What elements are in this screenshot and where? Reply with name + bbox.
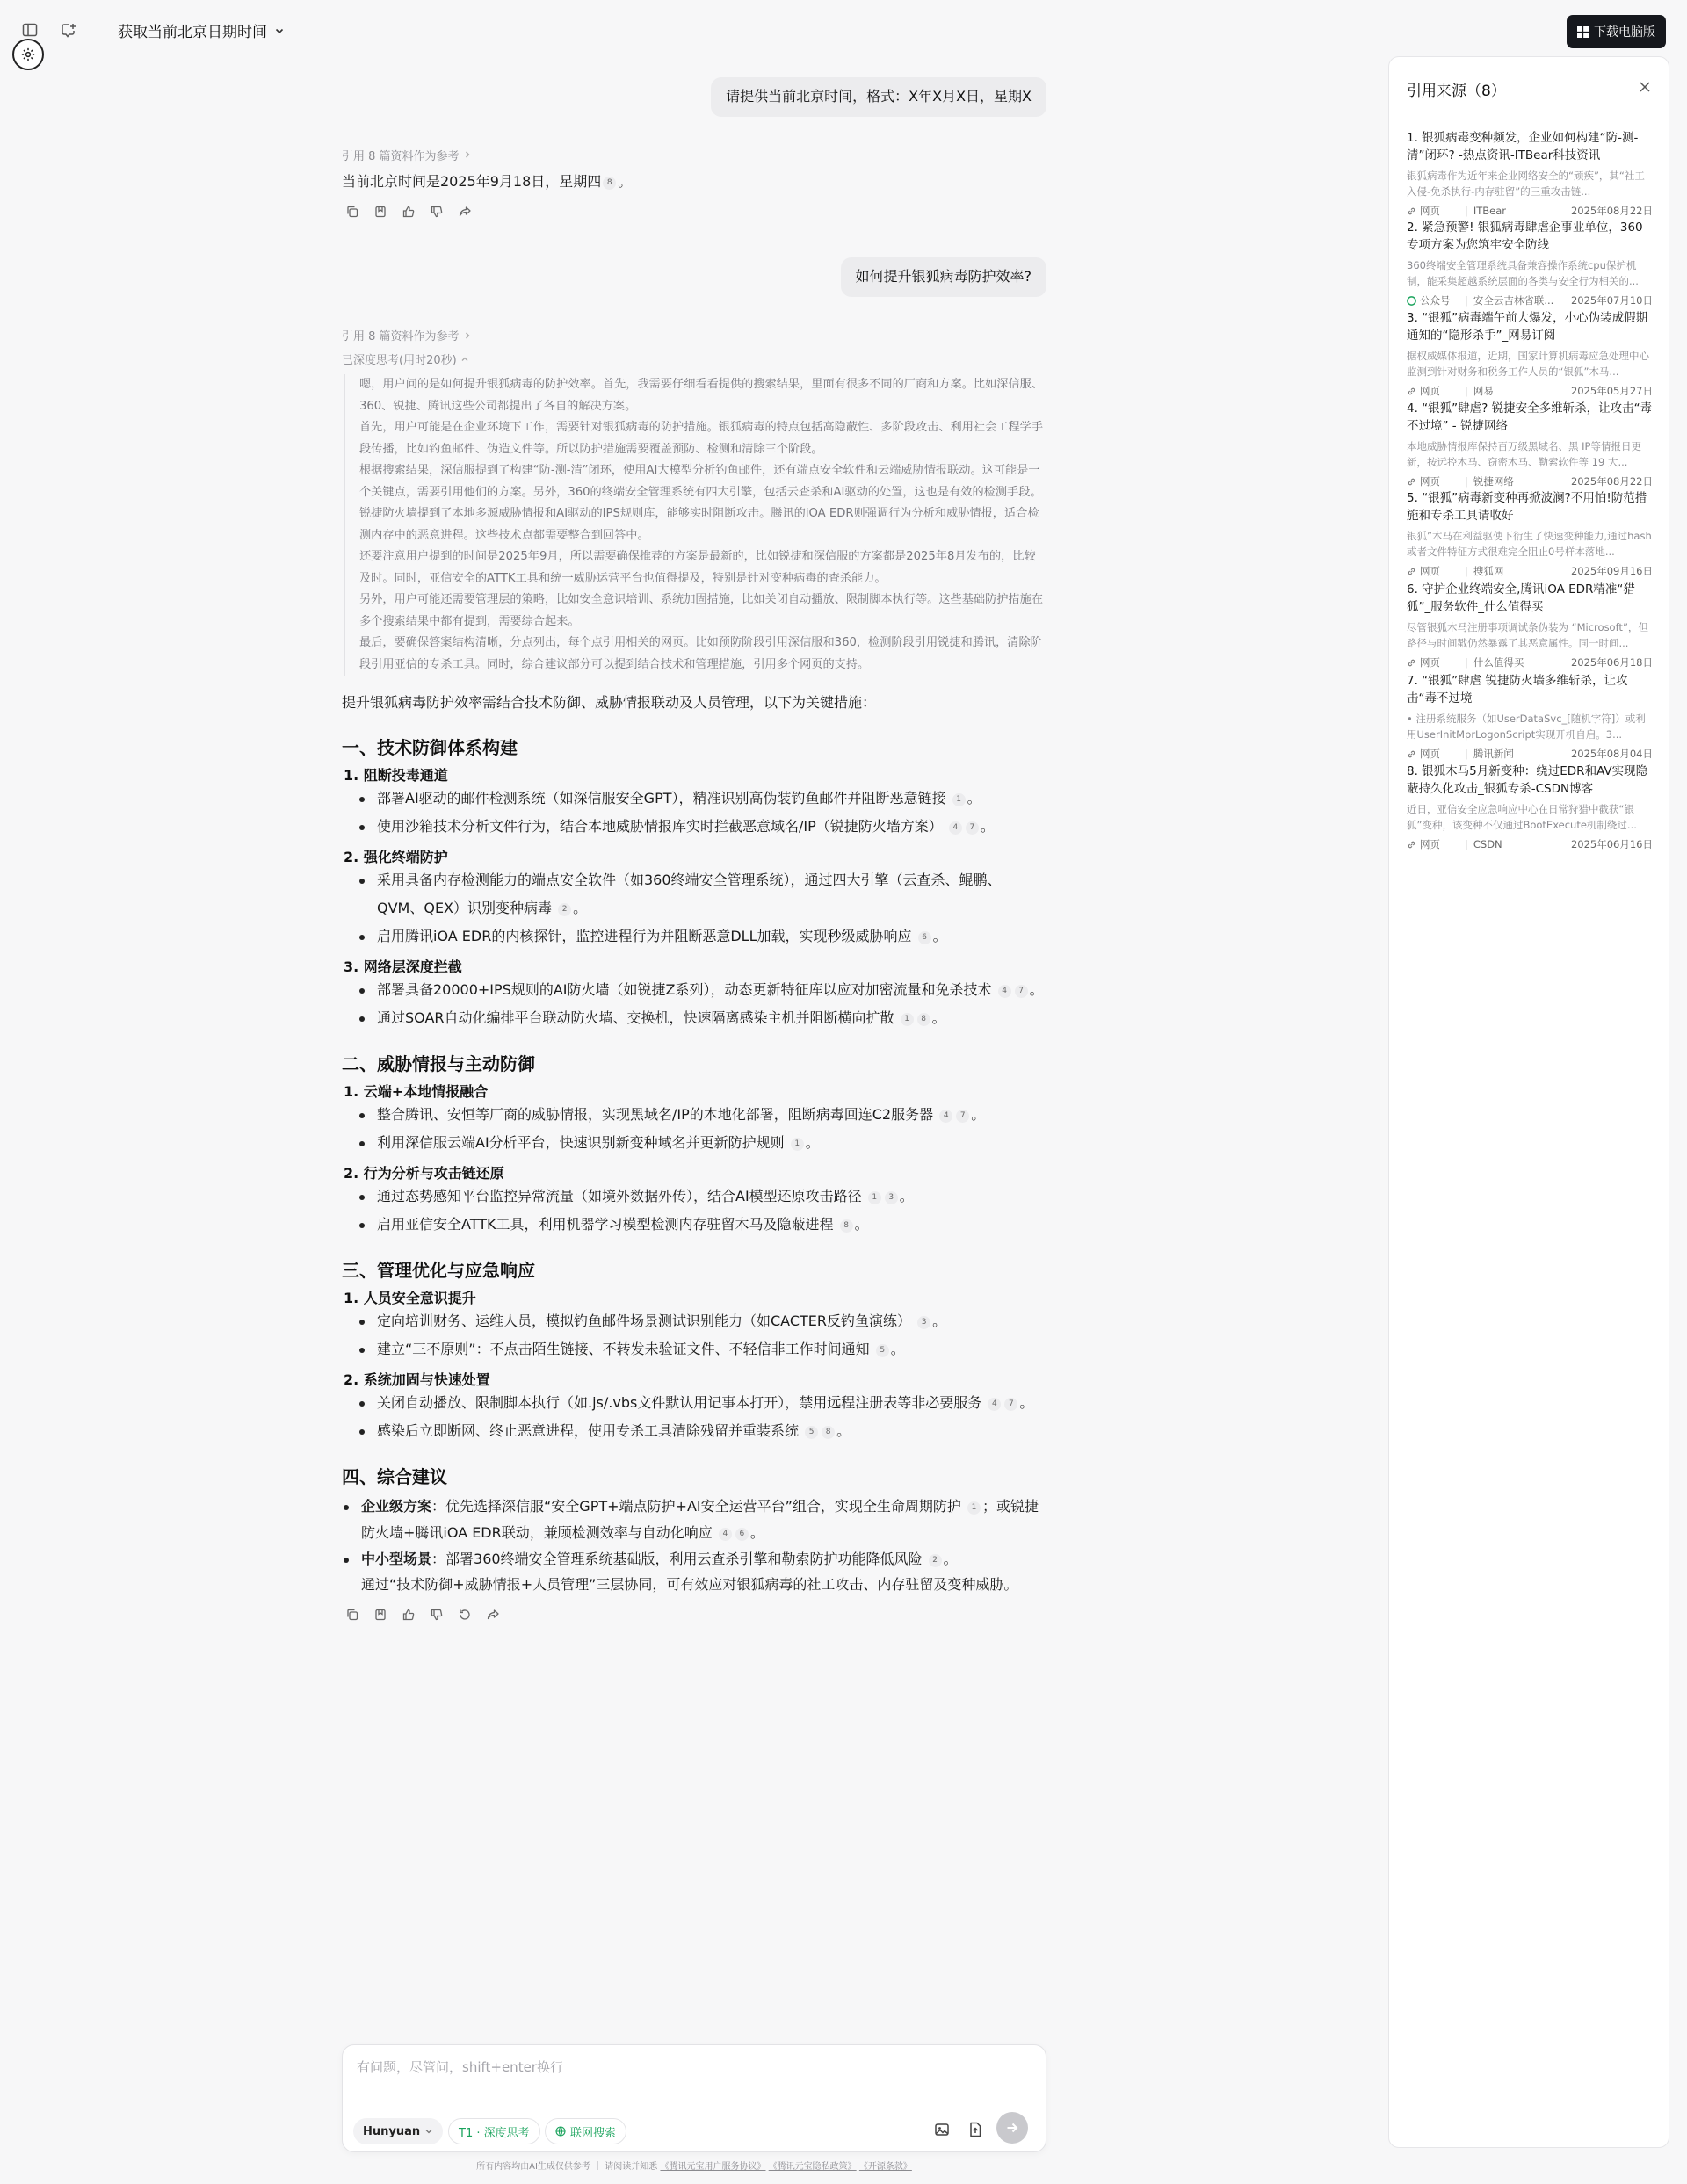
source-kind [1407,474,1459,488]
source-date: 2025年08月22日 [1570,475,1653,488]
list-item [342,976,1046,1004]
thumbs-up-icon[interactable] [398,201,419,222]
citation-badge[interactable]: 1 [791,1138,804,1151]
citation-badge[interactable]: 8 [840,1219,853,1233]
source-kind-label: 网页 [1420,838,1440,850]
summary-end: 。 [943,1550,958,1567]
source-site: ITBear [1473,205,1507,217]
thumbs-up-icon[interactable] [398,1604,419,1625]
item-text: 定向培训财务、运维人员，模拟钓鱼邮件场景测试识别能力（如CACTER反钓鱼演练） [377,1312,912,1329]
citation-badge[interactable]: 3 [917,1316,930,1329]
user-message [342,77,1046,117]
source-card[interactable] [1407,672,1653,761]
item-end: 。 [1019,1393,1034,1411]
separator: | [1465,475,1468,488]
thinking-content [344,374,1046,676]
source-meta [1407,747,1653,761]
source-title[interactable]: 4. “银狐”肆虐? 锐捷安全多维斩杀，让攻击“毒不过境” - 锐捷网络 [1407,401,1653,433]
summary-end: 。 [749,1523,764,1541]
item-end: 。 [932,927,947,944]
bullet-list [342,866,1046,951]
user-message [342,257,1046,297]
citation-badge[interactable]: 4 [719,1528,732,1541]
thinking-paragraph: 根据搜索结果，深信服提到了构建“防-测-清”闭环，使用AI大模型分析钓鱼邮件，还有端点安全软件和云端威胁情报联动。这可能是一个关键点，需要引用他们的方案。另外，360的终端安全管理系统有四大引擎，包括云查杀和AI驱动的处置，这也是有效的检测手段。 [359,464,1042,499]
citation-toggle[interactable] [342,327,1046,344]
source-kind-label: 网页 [1420,748,1440,760]
summary-text: ：部署360终端安全管理系统基础版，利用云查杀引擎和勒索防护功能降低风险 [431,1550,923,1567]
sources-panel [1388,56,1669,2148]
item-end: 。 [967,789,981,806]
item-end: 。 [836,1421,851,1439]
answer-text [342,169,1046,195]
image-upload-icon[interactable] [926,2114,958,2145]
citation-badge[interactable]: 1 [952,793,966,806]
settings-gear-icon[interactable] [12,39,44,70]
separator: | [1465,294,1468,307]
model-label: Hunyuan [363,2124,421,2138]
citation-badge[interactable]: 4 [998,985,1011,998]
summary-item [342,1493,1046,1546]
thinking-paragraph: 还要注意用户提到的时间是2025年9月，所以需要确保推荐的方案是最新的，比如锐捷和深信服的方案都是2025年8月发布的，比较及时。同时，亚信安全的ATTK工具和统一威胁运营平台也值得提及，特别是针对变种病毒的查杀能力。 [359,550,1036,585]
bookmark-icon[interactable] [370,1604,391,1625]
source-kind [1407,655,1459,669]
file-upload-icon[interactable] [959,2114,991,2145]
separator: | [1465,838,1468,850]
citation-badge[interactable]: 8 [917,1013,930,1026]
link-icon [1407,387,1416,396]
privacy-link[interactable]: 《腾讯元宝隐私政策》 [768,2162,857,2172]
subsection-heading: 2. 强化终端防护 [344,848,448,865]
bullet-list [342,976,1046,1032]
user-question-2: 如何提升银狐病毒防护效率? [841,257,1047,297]
citation-badge[interactable]: 1 [868,1191,881,1204]
chevron-up-icon [460,355,469,364]
list-item [342,922,1046,951]
answer-actions [342,201,1046,222]
citation-badge[interactable]: 2 [558,903,571,916]
section-heading: 三、管理优化与应急响应 [342,1259,535,1281]
citation-badge[interactable]: 1 [967,1501,981,1515]
thinking-paragraph: 首先，用户可能是在企业环境下工作，需要针对银狐病毒的防护措施。银狐病毒的特点包括高隐蔽性、多阶段攻击、利用社会工程学手段传播，比如钓鱼邮件、伪造文件等。所以防护措施需要覆盖预防、检测和清除三个阶段。 [359,421,1044,456]
top-bar [0,0,1687,63]
section-heading: 四、综合建议 [342,1465,447,1487]
item-text: 部署具备20000+IPS规则的AI防火墙（如锐捷Z系列），动态更新特征库以应对加密流量和免杀技术 [377,980,992,998]
citation-badge[interactable]: 7 [1015,985,1028,998]
source-date: 2025年07月10日 [1570,294,1653,307]
summary-item [342,1546,1046,1573]
item-text: 通过SOAR自动化编排平台联动防火墙、交换机，快速隔离感染主机并阻断横向扩散 [377,1009,894,1026]
assistant-message-2 [342,327,1046,1625]
summary-list [342,1493,1046,1573]
source-kind-label: 网页 [1420,205,1440,217]
item-text: 采用具备内存检测能力的端点安全软件（如360终端安全管理系统），通过四大引擎（云查杀、鲲鹏、QVM、QEX）识别变种病毒 [377,871,1002,916]
citation-badge[interactable]: 6 [735,1528,749,1541]
summary-text: ：优先选择深信服“安全GPT+端点防护+AI安全运营平台”组合，实现全生命周期防护 [431,1497,961,1515]
thumbs-down-icon[interactable] [426,1604,447,1625]
list-item [342,785,1046,813]
source-site: 腾讯新闻 [1473,748,1514,760]
source-snippet: 银狐”木马在利益驱使下衍生了快速变种能力,通过hash或者文件特征方式很难完全阻止0号样本落地... [1407,530,1652,558]
thinking-toggle[interactable] [342,351,1046,367]
list-item [342,1389,1046,1417]
source-kind-label: 公众号 [1420,294,1451,307]
footer-disclaimer [0,2159,1388,2172]
item-text: 利用深信服云端AI分析平台，快速识别新变种域名并更新防护规则 [377,1133,785,1151]
source-snippet: 据权威媒体报道，近期，国家计算机病毒应急处理中心监测到针对财务和税务工作人员的“银狐”木马... [1407,350,1649,378]
bullet-list [342,1307,1046,1363]
section-heading: 二、威胁情报与主动防御 [342,1052,535,1074]
item-text: 感染后立即断网、终止恶意进程，使用专杀工具清除残留并重装系统 [377,1421,800,1439]
source-site: 什么值得买 [1473,656,1524,669]
source-site: CSDN [1473,838,1502,850]
citation-badge[interactable]: 6 [918,931,931,944]
item-end: 。 [931,1009,946,1026]
bullet-list [342,1101,1046,1157]
regenerate-icon[interactable] [454,1604,475,1625]
item-end: 。 [573,899,588,916]
summary-text: ；或锐捷防火墙+腾讯iOA EDR联动，兼顾检测效率与自动化响应 [361,1497,1039,1541]
download-label: 下载电脑版 [1594,25,1655,40]
subsection-heading: 3. 网络层深度拦截 [344,958,462,975]
source-snippet: 近日，亚信安全应急响应中心在日常狩猎中截获“银狐”变种，该变种不仅通过BootExecute机制绕过... [1407,803,1637,831]
list-item [342,813,1046,841]
list-item [342,1101,1046,1129]
item-text: 建立“三不原则”：不点击陌生链接、不转发未验证文件、不轻信非工作时间通知 [377,1340,870,1357]
source-title[interactable]: 8. 银狐木马5月新变种：绕过EDR和AV实现隐蔽持久化攻击_银狐专杀-CSDN博客 [1407,764,1648,796]
source-title[interactable]: 1. 银狐病毒变种频发，企业如何构建“防-测-清”闭环? -热点资讯-ITBear科技资讯 [1407,131,1639,163]
web-search-toggle[interactable] [545,2118,626,2144]
source-kind [1407,747,1459,761]
close-icon[interactable] [1634,76,1655,98]
section-heading: 一、技术防御体系构建 [342,736,518,758]
copy-icon[interactable] [342,201,363,222]
share-icon[interactable] [482,1604,503,1625]
list-item [342,1307,1046,1335]
chevron-right-icon [463,331,472,340]
item-text: 通过态势感知平台监控异常流量（如境外数据外传），结合AI模型还原攻击路径 [377,1187,862,1204]
source-date: 2025年08月04日 [1570,748,1653,760]
answer-intro: 提升银狐病毒防护效率需结合技术防御、威胁情报联动及人员管理，以下为关键措施： [342,694,877,712]
thinking-paragraph: 锐捷防火墙提到了本地多源威胁情报和AI驱动的IPS规则库，能够实时阻断攻击。腾讯的iOA EDR则强调行为分析和威胁情报，适合检测内存中的恶意进程。这些技术点都需要整合到回答中。 [359,507,1039,542]
citation-badge[interactable]: 8 [822,1426,835,1439]
list-item [342,866,1046,922]
thumbs-down-icon[interactable] [426,201,447,222]
windows-icon [1577,26,1589,38]
item-end: 。 [932,1312,947,1329]
download-desktop-button[interactable] [1567,15,1666,48]
globe-icon [555,2126,566,2137]
source-title[interactable]: 6. 守护企业终端安全,腾讯iOA EDR精准“猎狐”_服务软件_什么值得买 [1407,582,1635,614]
source-kind [1407,837,1459,851]
subsection-heading: 1. 阻断投毒通道 [344,766,448,784]
source-site: 锐捷网络 [1473,475,1514,488]
citation-badge[interactable]: 4 [939,1110,952,1123]
citation-badge[interactable]: 1 [901,1013,914,1026]
bullet-list [342,785,1046,841]
list-item [342,1182,1046,1211]
source-title[interactable]: 3. “银狐”病毒端午前大爆发，小心伪装成假期通知的“隐形杀手”_网易订阅 [1407,311,1648,343]
separator: | [1465,205,1468,217]
thinking-paragraph: 嗯，用户问的是如何提升银狐病毒的防护效率。首先，我需要仔细看看提供的搜索结果，里面有很多不同的厂商和方案。比如深信服、360、锐捷、腾讯这些公司都提出了各自的解决方案。 [359,378,1044,413]
citation-toggle[interactable] [342,147,1046,163]
sources-panel-title: 引用来源（8） [1407,83,1506,100]
item-text: 关闭自动播放、限制脚本执行（如.js/.vbs文件默认用记事本打开），禁用远程注册表等非必要服务 [377,1393,982,1411]
answer-actions [342,1604,1046,1625]
source-kind-label: 网页 [1420,656,1440,669]
source-card[interactable] [1407,581,1653,669]
source-site: 网易 [1473,385,1494,397]
bookmark-icon[interactable] [370,201,391,222]
source-card[interactable] [1407,489,1653,578]
message-composer[interactable] [342,2044,1046,2152]
source-snippet: • 注册系统服务（如UserDataSvc_[随机字符]）或利用UserInitMprLogonScript实现开机自启。3... [1407,712,1646,741]
citation-label: 引用 8 篇资料作为参考 [342,330,460,344]
source-title[interactable]: 7. “银狐”肆虐 锐捷防火墙多维斩杀，让攻击“毒不过境 [1407,674,1628,705]
chevron-down-icon [274,25,285,36]
item-end: 。 [805,1133,820,1151]
thinking-label: 已深度思考(用时20秒) [342,354,457,368]
item-end: 。 [971,1105,986,1123]
source-meta [1407,204,1653,218]
item-text: 使用沙箱技术分析文件行为，结合本地威胁情报库实时拦截恶意域名/IP（锐捷防火墙方案） [377,817,943,835]
terms-link[interactable]: 《腾讯元宝用户服务协议》 [660,2162,766,2172]
source-snippet: 银狐病毒作为近年来企业网络安全的“顽疾”，其“社工入侵-免杀执行-内存驻留”的三重攻击链... [1407,170,1645,198]
link-icon [1407,749,1416,759]
source-kind-label: 网页 [1420,565,1440,577]
source-kind [1407,204,1459,218]
subsection-heading: 1. 云端+本地情报融合 [344,1082,489,1100]
thinking-paragraph: 最后，要确保答案结构清晰，分点列出，每个点引用相关的网页。比如预防阶段引用深信服和360，检测阶段引用锐捷和腾讯，清除阶段引用亚信的专杀工具。同时，综合建议部分可以提到结合技术和管理措施，引用多个网页的支持。 [359,636,1042,671]
chat-thread [342,77,1046,1625]
source-card[interactable] [1407,219,1653,307]
answer-sentence: 当前北京时间是2025年9月18日，星期四 [342,172,602,190]
source-kind [1407,293,1459,307]
citation-badge[interactable]: 4 [949,821,962,835]
source-date: 2025年09月16日 [1570,565,1653,577]
send-button[interactable] [996,2112,1028,2144]
source-card[interactable] [1407,400,1653,488]
item-text: 启用亚信安全ATTK工具，利用机器学习模型检测内存驻留木马及隐蔽进程 [377,1215,834,1233]
item-end: 。 [890,1340,905,1357]
citation-badge[interactable]: 3 [885,1191,898,1204]
citation-badge[interactable]: 5 [805,1426,818,1439]
item-text: 整合腾讯、安恒等厂商的威胁情报，实现黑域名/IP的本地化部署，阻断病毒回连C2服务器 [377,1105,934,1123]
source-date: 2025年08月22日 [1570,205,1653,217]
source-card[interactable] [1407,129,1653,218]
source-title[interactable]: 5. “银狐”病毒新变种再掀波澜?不用怕!防范措施和专杀工具请收好 [1407,491,1647,523]
item-end: 。 [899,1187,914,1204]
citation-label: 引用 8 篇资料作为参考 [342,149,460,163]
copy-icon[interactable] [342,1604,363,1625]
answer-sections [342,734,1046,1445]
source-date: 2025年06月16日 [1570,838,1653,850]
source-snippet: 本地威胁情报库保持百万级黑域名、黑 IP等情报日更新，按远控木马、窃密木马、勒索软件等 19 大... [1407,440,1641,468]
user-question-1: 请提供当前北京时间，格式：X年X月X日，星期X [711,77,1046,117]
summary-bold: 中小型场景 [361,1550,432,1567]
source-meta [1407,474,1653,488]
source-date: 2025年05月27日 [1570,385,1653,397]
list-item [342,1417,1046,1445]
deep-think-label: T1 · 深度思考 [459,2126,530,2140]
list-item [342,1335,1046,1363]
citation-badge[interactable]: 8 [603,177,616,190]
list-item [342,1004,1046,1032]
citation-badge[interactable]: 7 [1004,1398,1017,1411]
source-meta [1407,655,1653,669]
source-snippet: 360终端安全管理系统具备兼容操作系统cpu保护机制，能采集超越系统层面的各类与安全行为相关的... [1407,259,1639,287]
source-meta [1407,384,1653,398]
source-card[interactable] [1407,309,1653,398]
citation-badge[interactable]: 4 [988,1398,1001,1411]
list-item [342,1211,1046,1239]
source-kind [1407,564,1459,578]
model-selector[interactable] [353,2118,443,2144]
source-date: 2025年06月18日 [1570,656,1653,669]
link-icon [1407,567,1416,576]
source-meta [1407,564,1653,578]
assistant-message-1 [342,147,1046,223]
citation-badge[interactable]: 7 [956,1110,969,1123]
subsection-heading: 2. 系统加固与快速处置 [344,1370,490,1388]
message-input[interactable]: 有问题，尽管问，shift+enter换行 [357,2059,563,2075]
link-icon [1407,840,1416,850]
link-icon [1407,477,1416,487]
source-snippet: 尽管银狐木马注册事项调试条伪装为 “Microsoft”，但路径与时间戳仍然暴露了其恶意属性。同一时间... [1407,621,1648,649]
citation-badge[interactable]: 5 [876,1344,889,1357]
source-kind-label: 网页 [1420,385,1440,397]
chevron-down-icon [424,2127,433,2136]
separator: | [1465,565,1468,577]
summary-bold: 企业级方案 [361,1497,432,1515]
chevron-right-icon [463,150,472,159]
source-kind [1407,384,1459,398]
footer-text: 所有内容均由AI生成仅供参考 ｜ 请阅读并知悉 [476,2162,658,2172]
conversation-title: 获取当前北京日期时间 [118,24,267,41]
conclusion-text: 通过“技术防御+威胁情报+人员管理”三层协同，可有效应对银狐病毒的社工攻击、内存驻留及变种威胁。 [361,1575,1018,1593]
opensource-link[interactable]: 《开源条款》 [858,2162,912,2172]
source-kind-label: 网页 [1420,475,1440,488]
subsection-heading: 1. 人员安全意识提升 [344,1289,476,1306]
item-text: 部署AI驱动的邮件检测系统（如深信服安全GPT），精准识别高伪装钓鱼邮件并阻断恶意链接 [377,789,946,806]
conversation-title-dropdown[interactable] [118,19,285,41]
wechat-icon [1407,296,1416,306]
send-icon [1005,2121,1019,2135]
bullet-list [342,1389,1046,1445]
separator: | [1465,385,1468,397]
subsection-heading: 2. 行为分析与攻击链还原 [344,1164,504,1182]
list-item [342,1129,1046,1157]
source-card[interactable] [1407,763,1653,851]
link-icon [1407,206,1416,216]
separator: | [1465,748,1468,760]
source-site: 搜狐网 [1473,565,1504,577]
item-end: 。 [980,817,995,835]
item-text: 启用腾讯iOA EDR的内核探针，监控进程行为并阻断恶意DLL加载，实现秒级威胁响应 [377,927,912,944]
bullet-list [342,1182,1046,1239]
new-chat-icon[interactable] [53,14,84,46]
source-title[interactable]: 2. 紧急预警! 银狐病毒肆虐企事业单位，360 专项方案为您筑牢安全防线 [1407,221,1643,252]
share-icon[interactable] [454,201,475,222]
answer-end: 。 [618,172,633,190]
deep-think-toggle[interactable] [448,2118,540,2144]
citation-badge[interactable]: 7 [966,821,979,835]
citation-badge[interactable]: 2 [929,1554,942,1567]
web-search-label: 联网搜索 [570,2126,617,2140]
link-icon [1407,658,1416,668]
source-meta [1407,293,1653,307]
item-end: 。 [854,1215,869,1233]
separator: | [1465,656,1468,669]
source-meta [1407,837,1653,851]
item-end: 。 [1029,980,1044,998]
thinking-paragraph: 另外，用户可能还需要管理层的策略，比如安全意识培训、系统加固措施，比如关闭自动播放、限制脚本执行等。这些基础防护措施在多个搜索结果中都有提到，需要综合起来。 [359,593,1044,628]
source-site: 安全云吉林省联... [1473,294,1554,307]
